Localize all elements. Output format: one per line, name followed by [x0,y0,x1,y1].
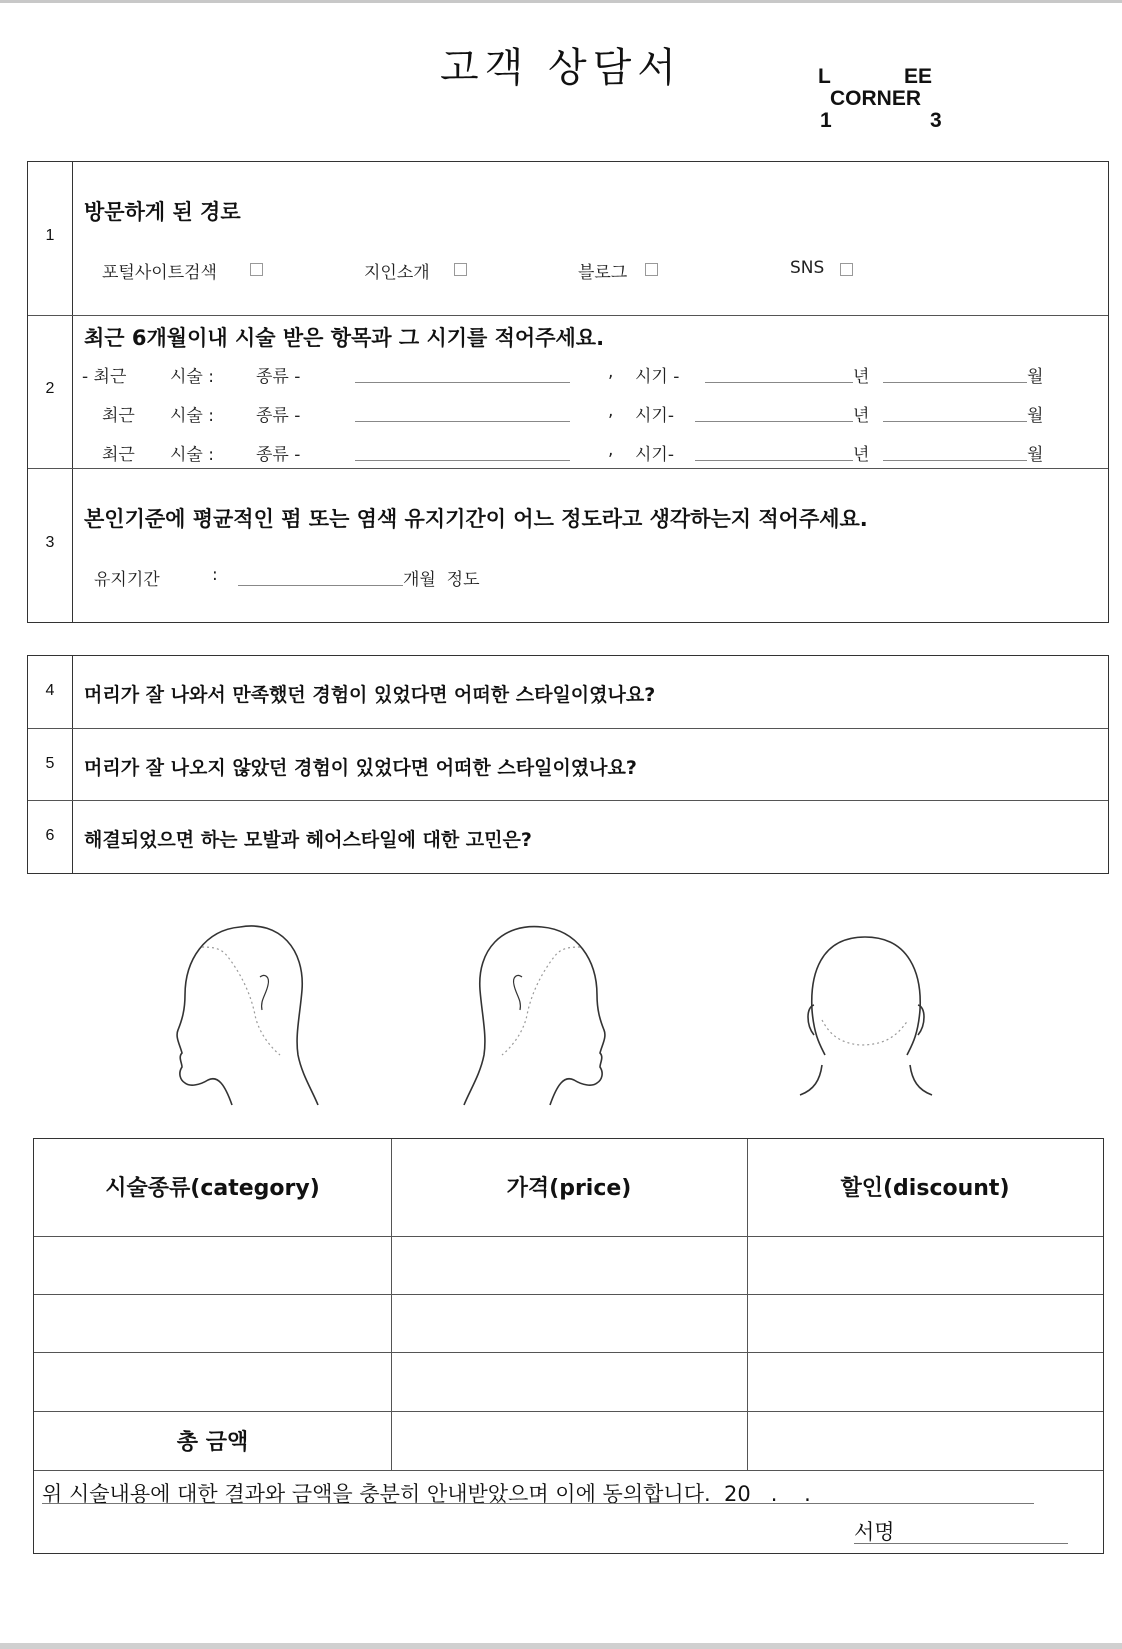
year-unit: 년 [853,367,870,387]
year-input[interactable] [695,421,853,422]
document-title: 고객 상담서 [440,45,682,91]
option-label: 지인소개 [364,263,430,283]
year-unit: 년 [853,406,870,426]
section-number: 2 [45,380,55,397]
colon: : [212,565,218,585]
price-table [33,1138,1104,1554]
row-prefix: 최근 [102,406,135,426]
row-kind: 종류 - [256,367,301,387]
section-4 [28,656,1108,728]
row-prefix: 최근 [102,445,135,465]
logo-letter: 1 [820,109,832,132]
comma: , [608,362,614,382]
treatment-kind-input[interactable] [355,460,570,461]
consent-underline [42,1503,1034,1504]
survey-box-upper [27,161,1109,623]
logo-letter: 3 [930,109,942,132]
row-when: 시기 - [635,367,680,387]
field-label: 유지기간 [94,570,160,590]
head-left-profile[interactable] [177,926,318,1105]
section-number: 1 [45,227,55,244]
section-question: 방문하게 된 경로 [84,200,241,224]
table-row[interactable] [34,1352,1103,1353]
section-5 [28,728,1108,801]
consent-text: 위 시술내용에 대한 결과와 금액을 충분히 안내받았으며 이에 동의합니다. 20 . . [42,1482,811,1506]
signature-label: 서명 [854,1520,895,1544]
section-1 [28,162,1108,315]
month-unit: 월 [1027,445,1044,465]
month-input[interactable] [883,421,1027,422]
section-question: 머리가 잘 나와서 만족했던 경험이 있었다면 어떠한 스타일이였나요? [84,684,656,706]
month-unit: 월 [1027,406,1044,426]
signature-input[interactable] [854,1543,1068,1544]
checkbox-blog[interactable] [645,263,658,276]
section-6 [28,800,1108,874]
logo-letter: L [818,65,831,88]
bottom-edge [0,1643,1122,1649]
total-row[interactable] [34,1411,1103,1412]
duration-months-input[interactable] [238,585,403,586]
row-label: 시술 : [170,445,214,465]
brand-logo [818,66,988,136]
table-row[interactable] [34,1236,1103,1237]
table-row[interactable] [34,1294,1103,1295]
survey-box-lower [27,655,1109,874]
comma: , [608,401,614,421]
option-label: 블로그 [578,263,628,283]
consent-row [34,1470,1103,1471]
year-input[interactable] [695,460,853,461]
checkbox-referral[interactable] [454,263,467,276]
unit-label: 개월 정도 [403,570,480,590]
head-right-profile[interactable] [464,927,605,1105]
section-number: 6 [45,827,55,844]
treatment-kind-input[interactable] [355,382,570,383]
year-input[interactable] [705,382,853,383]
row-kind: 종류 - [256,406,301,426]
checkbox-portal-search[interactable] [250,263,263,276]
head-back-view[interactable] [800,937,932,1095]
header-discount: 할인(discount) [840,1176,1010,1201]
comma: , [608,440,614,460]
option-label: SNS [790,258,825,278]
section-question: 머리가 잘 나오지 않았던 경험이 있었다면 어떠한 스타일이였나요? [84,757,637,779]
header-category: 시술종류(category) [105,1176,320,1201]
header-price: 가격(price) [506,1176,632,1201]
section-number: 5 [45,755,55,772]
row-when: 시기- [635,445,674,465]
month-unit: 월 [1027,367,1044,387]
section-3 [28,468,1108,623]
checkbox-sns[interactable] [840,263,853,276]
treatment-kind-input[interactable] [355,421,570,422]
section-2 [28,315,1108,469]
row-prefix: - 최근 [82,367,127,387]
section-question: 해결되었으면 하는 모발과 헤어스타일에 대한 고민은? [84,829,532,851]
top-edge [0,0,1122,3]
logo-word: CORNER [830,87,922,110]
month-input[interactable] [883,382,1027,383]
section-question: 최근 6개월이내 시술 받은 항목과 그 시기를 적어주세요. [84,326,605,350]
row-label: 시술 : [170,367,214,387]
total-label: 총 금액 [176,1430,249,1455]
month-input[interactable] [883,460,1027,461]
section-number: 3 [45,534,55,551]
year-unit: 년 [853,445,870,465]
logo-letter: EE [904,65,933,88]
row-label: 시술 : [170,406,214,426]
option-label: 포털사이트검색 [102,263,217,283]
section-question: 본인기준에 평균적인 펌 또는 염색 유지기간이 어느 정도라고 생각하는지 적어주세요. [84,507,868,531]
row-when: 시기- [635,406,674,426]
head-diagrams[interactable] [130,895,990,1110]
section-number: 4 [45,682,55,699]
row-kind: 종류 - [256,445,301,465]
